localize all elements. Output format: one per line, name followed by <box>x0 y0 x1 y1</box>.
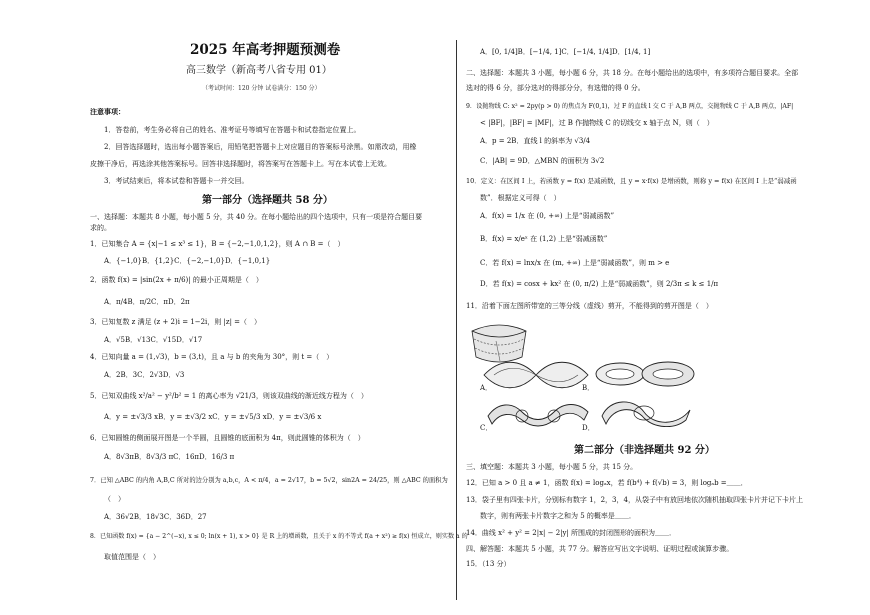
q10-option: B．f(x) = x/eˣ 在 (1,2) 上是“弱减函数” <box>480 235 608 243</box>
question-stem: 4．已知向量 a = (1,√3)，b = (3,t)，且 a 与 b 的夹角为 30°，则 t =（ ） <box>90 353 334 361</box>
part1-intro: 一、选择题：本题共 8 小题，每小题 5 分，共 40 分。在每小题给出的四个选项中，只有一项是符合题目要 <box>90 213 423 221</box>
question-stem: 2．函数 f(x) = |sin(2x + π/6)| 的最小正周期是（ ） <box>90 276 263 284</box>
question-stem: 8．已知函数 f(x) = {a − 2^(−x), x ≤ 0; ln(x + 1), x > 0} 是 R 上的增函数，且关于 x 的不等式 f(a + x²) ≥ f(x) 恒成立，则实数 a 的 <box>90 533 468 540</box>
solve-intro: 四、解答题：本题共 5 小题，共 77 分。解答应写出文字说明、证明过程或演算步骤。 <box>466 545 734 553</box>
question-options: A．36√2B．18√3C．36D．27 <box>104 513 207 521</box>
notice-item: 皮擦干净后，再选涂其他答案标号。回答非选择题时，将答案写在答题卡上。写在本试卷上无效。 <box>90 160 391 168</box>
q11-stem: 11．沿着下面左图所带宽的三等分线（虚线）剪开，不能得到的剪开图是（ ） <box>466 302 713 310</box>
question-stem: 5．已知双曲线 x²/a² − y²/b² = 1 的离心率为 √21/3，则该双曲线的渐近线方程为（ ） <box>90 392 368 400</box>
part2-heading: 第二部分（非选择题共 92 分） <box>574 445 715 456</box>
question-options: A．{−1,0}B．{1,2}C．{−2,−1,0}D．{−1,0,1} <box>104 257 271 265</box>
q10-option: D．若 f(x) = cosx + kx² 在 (0, π/2) 上是“弱减函数”，则 2/3π ≤ k ≤ 1/π <box>480 280 719 288</box>
q10-option: A．f(x) = 1/x 在 (0, +∞) 上是“弱减函数” <box>480 212 615 220</box>
question-stem: 1．已知集合 A = {x|−1 ≤ x³ ≤ 1}，B = {−2,−1,0,1,2}，则 A ∩ B =（ ） <box>90 240 345 248</box>
column-divider <box>456 40 457 600</box>
q8-options: A．[0, 1/4]B．[−1/4, 1]C．[−1/4, 1/4]D．[1/4, 1] <box>480 48 651 56</box>
part1-heading: 第一部分（选择题共 58 分） <box>202 195 333 206</box>
question-options: A．8√3πB．8√3/3 πC．16πD．16/3 π <box>104 453 235 461</box>
option-d-figure <box>594 396 698 430</box>
q12: 12．已知 a > 0 且 a ≠ 1，函数 f(x) = logₐx，若 f(b⁴) + f(√b) = 3，则 logₐb =＿＿． <box>466 479 748 487</box>
fill-intro: 三、填空题：本题共 3 小题，每小题 5 分，共 15 分。 <box>466 463 638 471</box>
option-c-figure <box>482 398 594 430</box>
notice-item: 1．答卷前，考生务必将自己的姓名、准考证号等填写在答题卡和试卷指定位置上。 <box>104 126 361 134</box>
question-stem: 7．已知 △ABC 的内角 A,B,C 所对的边分别为 a,b,c，A < π/4，a = 2√17，b = 5√2，sin2A = 24/25，则 △ABC 的面积为 <box>90 477 448 484</box>
q13-line: 13．袋子里有四张卡片，分别标有数字 1，2，3，4，从袋子中有放回地依次随机抽取四张卡片并记下卡片上 <box>466 496 803 504</box>
notice-heading: 注意事项： <box>90 107 125 116</box>
question-stem: 6．已知圆锥的侧面展开图是一个半圆，且圆锥的底面积为 4π，则此圆锥的体积为（ ） <box>90 434 365 442</box>
q9-option: A．p = 2B．直线 l 的斜率为 √3/4 <box>480 137 591 145</box>
option-c-label: C． <box>480 424 493 432</box>
q15: 15．（13 分） <box>466 560 511 568</box>
multi-intro: 二、选择题：本题共 3 小题，每小题 6 分，共 18 分。在每小题给出的选项中，有多项符合题目要求。全部 <box>466 69 799 77</box>
question-options: A．√5B．√13C．√15D．√17 <box>104 336 203 344</box>
q9-option: C．|AB| = 9D．△MBN 的面积为 3√2 <box>480 157 605 165</box>
option-a-figure <box>480 360 592 390</box>
q10-option: C．若 f(x) = lnx/x 在 (m, +∞) 上是“弱减函数”，则 m > e <box>480 259 670 267</box>
multi-intro: 选对的得 6 分，部分选对的得部分分，有选错的得 0 分。 <box>466 84 645 92</box>
question-options: A．y = ±√3/3 xB．y = ±√3/2 xC．y = ±√5/3 xD．y = ±√3/6 x <box>104 413 322 421</box>
option-b-label: B． <box>582 384 595 392</box>
exam-subtitle: 高三数学（新高考八省专用 01） <box>186 65 332 76</box>
part1-intro: 求的。 <box>90 224 111 232</box>
question-stem: 3．已知复数 z 满足 (z + 2)i = 1−2i，则 |z| =（ ） <box>90 318 262 326</box>
q10-line: 10．定义：在区间 I 上，若函数 y = f(x) 是减函数，且 y = x·f(x) 是增函数，则称 y = f(x) 在区间 I 上是“弱减函 <box>466 177 797 185</box>
option-d-label: D． <box>582 424 595 432</box>
notice-item: 3．考试结束后，将本试卷和答题卡一并交回。 <box>104 177 249 185</box>
question-options: A．π/4B．π/2C．πD．2π <box>104 298 190 306</box>
exam-title: 2025 年高考押题预测卷 <box>190 42 341 58</box>
option-a-label: A． <box>480 384 493 392</box>
question-cont: （ ） <box>104 495 125 503</box>
notice-item: 2．回答选择题时，选出每小题答案后，用铅笔把答题卡上对应题目的答案标号涂黑。如需改动，用橡 <box>104 143 417 151</box>
q9-line: 9．设抛物线 C: x² = 2py(p > 0) 的焦点为 F(0,1)，过 F 的直线 l 交 C 于 A,B 两点，交抛物线 C 于 A,B 两点，|AF| <box>466 103 794 110</box>
q9-line: < |BF|，|BF| = |MF|，过 B 作抛物线 C 的切线交 x 轴于点 N，则（ ） <box>480 119 714 127</box>
q10-line: 数”．根据定义可得（ ） <box>480 194 561 202</box>
q14: 14．曲线 x² + y² = 2|x| − 2|y| 所围成的封闭图形的面积为＿＿． <box>466 529 677 537</box>
question-options: A．2B．3C．2√3D．√3 <box>104 371 185 379</box>
exam-info: （考试时间：120 分钟 试卷满分：150 分） <box>202 85 321 92</box>
question-cont: 取值范围是（ ） <box>104 553 160 561</box>
q13-line: 数字，则有两张卡片数字之和为 5 的概率是＿＿． <box>480 512 636 520</box>
option-b-figure <box>590 358 702 390</box>
